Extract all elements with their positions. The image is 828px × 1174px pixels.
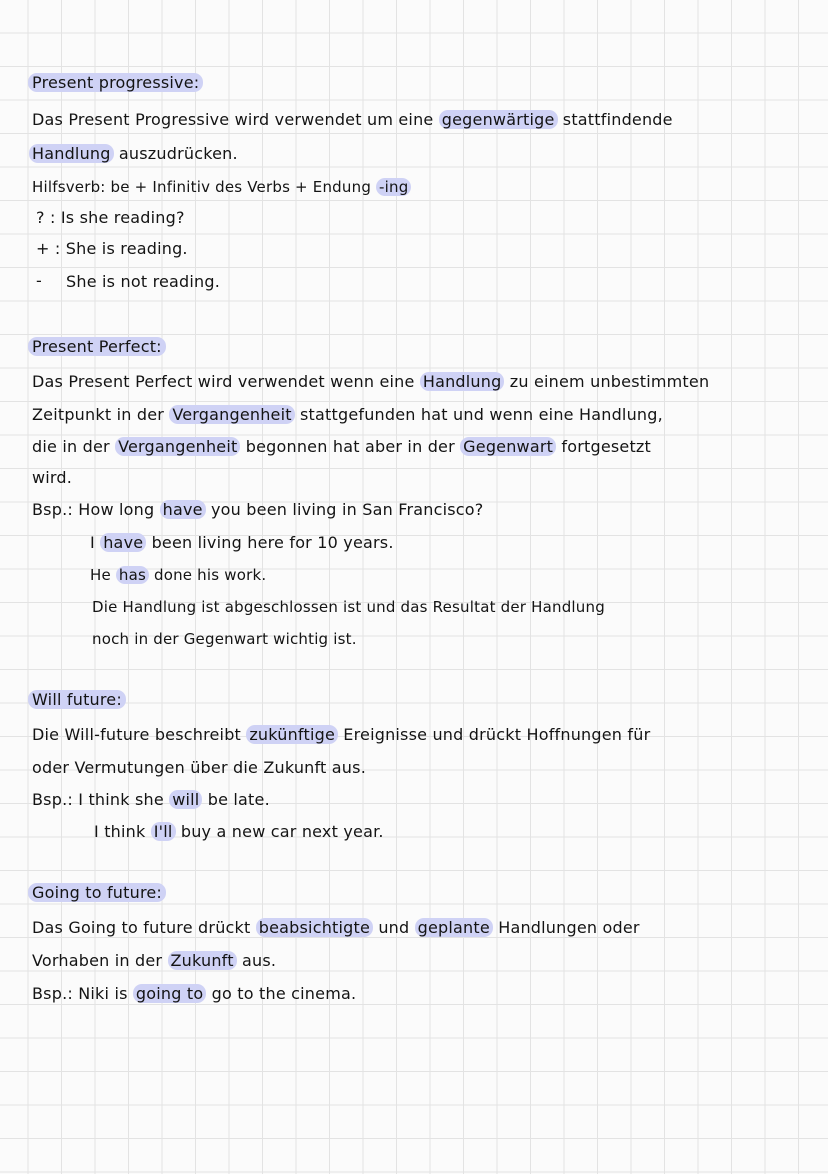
highlight: Vergangenheit xyxy=(115,437,240,456)
highlight: Handlung xyxy=(29,144,114,163)
highlight: zukünftige xyxy=(246,725,338,744)
ppf-note-1: Die Handlung ist abgeschlossen ist und das Resultat der Handlung xyxy=(92,598,605,616)
highlight: gegenwärtige xyxy=(439,110,558,129)
highlight: has xyxy=(116,566,149,584)
example-label: Bsp.: xyxy=(32,790,73,809)
highlight: will xyxy=(169,790,202,809)
highlight: geplante xyxy=(415,918,493,937)
example-label: Bsp.: xyxy=(32,500,73,519)
pp-example-negative-dash: - xyxy=(36,271,42,290)
ppf-example-3: He has done his work. xyxy=(90,566,267,584)
pp-line-2: Handlung auszudrücken. xyxy=(32,143,238,165)
pp-line-3: Hilfsverb: be + Infinitiv des Verbs + Endung -ing xyxy=(32,176,411,198)
highlight: going to xyxy=(133,984,206,1003)
pp-example-negative: She is not reading. xyxy=(66,272,221,291)
gtf-line-2: Vorhaben in der Zukunft aus. xyxy=(32,951,277,970)
ppf-line-1: Das Present Perfect wird verwendet wenn eine Handlung zu einem unbestimmten xyxy=(32,372,710,391)
highlight: have xyxy=(160,500,206,519)
ppf-note-2: noch in der Gegenwart wichtig ist. xyxy=(92,630,357,648)
highlight: Gegenwart xyxy=(460,437,556,456)
highlight: I'll xyxy=(151,822,176,841)
highlight: Vergangenheit xyxy=(169,405,294,424)
wf-line-2: oder Vermutungen über die Zukunft aus. xyxy=(32,758,366,777)
heading-present-progressive xyxy=(32,72,203,94)
heading-text: Going to future: xyxy=(28,883,166,902)
heading-text: Will future: xyxy=(28,690,126,709)
wf-line-1: Die Will-future beschreibt zukünftige Ereignisse und drückt Hoffnungen für xyxy=(32,725,651,744)
gtf-line-1: Das Going to future drückt beabsichtigte und geplante Handlungen oder xyxy=(32,918,640,937)
heading-text: Present progressive: xyxy=(28,73,203,92)
wf-example-2: I think I'll buy a new car next year. xyxy=(94,822,384,841)
highlight: Handlung xyxy=(420,372,505,391)
ppf-line-4: wird. xyxy=(32,468,73,487)
ppf-example-1: Bsp.: How long have you been living in San Francisco? xyxy=(32,500,484,519)
heading-going-to-future xyxy=(32,882,166,904)
highlight: beabsichtigte xyxy=(256,918,373,937)
highlight: Zukunft xyxy=(168,951,237,970)
heading-will-future xyxy=(32,689,126,711)
heading-text: Present Perfect: xyxy=(28,337,166,356)
ppf-line-3: die in der Vergangenheit begonnen hat aber in der Gegenwart fortgesetzt xyxy=(32,437,651,456)
highlight: -ing xyxy=(376,178,411,196)
example-label: Bsp.: xyxy=(32,984,73,1003)
pp-line-1: Das Present Progressive wird verwendet um eine gegenwärtige stattfindende xyxy=(32,110,673,129)
gtf-example-1: Bsp.: Niki is going to go to the cinema. xyxy=(32,984,357,1003)
wf-example-1: Bsp.: I think she will be late. xyxy=(32,790,270,809)
ppf-example-2: I have been living here for 10 years. xyxy=(90,533,394,552)
highlight: have xyxy=(100,533,146,552)
ppf-line-2: Zeitpunkt in der Vergangenheit stattgefunden hat und wenn eine Handlung, xyxy=(32,405,663,424)
pp-example-question: ? : Is she reading? xyxy=(36,208,185,227)
heading-present-perfect xyxy=(32,336,166,358)
pp-example-positive: + : She is reading. xyxy=(36,239,188,258)
